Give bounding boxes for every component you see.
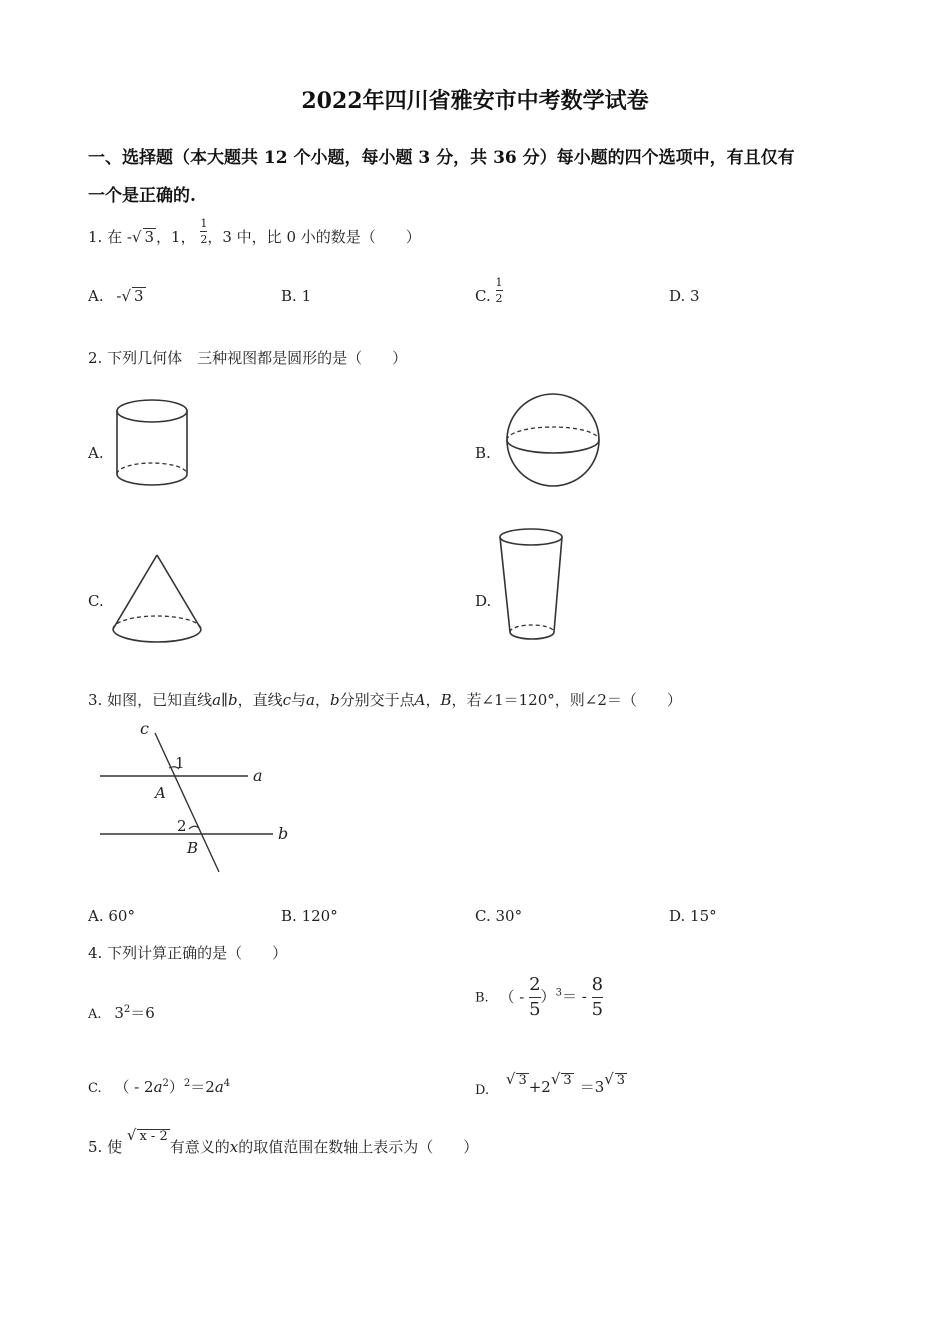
q3-option-a[interactable] — [88, 907, 135, 925]
q1-option-d[interactable] — [669, 287, 700, 305]
question-1-stem — [88, 216, 421, 247]
q4-option-a-rest: ＝6 — [130, 1004, 155, 1022]
q4-option-b-num2: 8 — [591, 974, 604, 995]
label-a: a — [253, 766, 263, 785]
q4-option-a-label: A. — [88, 1007, 102, 1022]
q4-option-d-sqrt3: √ — [604, 1070, 614, 1088]
cylinder-figure — [110, 396, 200, 492]
q4-option-b-frac2 — [592, 976, 603, 1019]
q1-option-c[interactable] — [475, 275, 503, 305]
q3-option-b[interactable] — [281, 907, 338, 925]
q5-sqrt-sign: √ — [126, 1126, 137, 1144]
q3-var-a2: a — [306, 691, 315, 709]
q4-option-b-eq: ＝ - — [561, 987, 587, 1006]
q4-option-b-bar2 — [592, 997, 603, 998]
label-1: 1 — [175, 754, 185, 772]
q4-option-b-exp: 3 — [555, 987, 562, 999]
q3-var-c: c — [282, 691, 292, 709]
q1-option-d-value: 3 — [690, 287, 700, 305]
q1-mid: ，1， — [156, 228, 196, 246]
angle-2-arc — [189, 826, 199, 829]
q3-option-a-value: 60° — [108, 907, 135, 925]
q3-part5: 分别交于点 — [339, 691, 415, 709]
q4-option-d-plus: +2 — [528, 1078, 551, 1096]
q4-option-d-r2: 3 — [563, 1073, 572, 1088]
q1-option-a-sqrt-sign: √ — [121, 287, 132, 305]
q4-option-c-eq: ＝2 — [190, 1078, 215, 1096]
q4-option-c[interactable] — [88, 1076, 230, 1097]
q1-option-a-label: A. — [88, 287, 104, 305]
q3-option-b-value: 120° — [301, 907, 338, 925]
q1-option-a-minus: - — [116, 287, 122, 305]
cup-figure — [498, 526, 568, 646]
q3-option-d[interactable] — [669, 907, 717, 925]
q4-option-b-den1: 5 — [529, 999, 541, 1020]
q5-pre: 使 — [107, 1138, 123, 1156]
q3-point-a: A — [414, 691, 426, 709]
q2-option-a-label[interactable]: A. — [88, 444, 104, 462]
label-B: B — [187, 839, 199, 857]
q3-var-a: a — [212, 691, 222, 709]
q1-option-d-label: D. — [669, 287, 686, 305]
cone-figure — [110, 552, 206, 648]
q4-option-d-r3: 3 — [616, 1073, 626, 1088]
q1-frac-num: 1 — [200, 216, 208, 230]
question-2-stem: 2. 下列几何体 三种视图都是圆形的是（ ） — [88, 349, 408, 367]
q3-option-c-label: C. — [475, 907, 491, 925]
question-3-stem — [88, 689, 682, 710]
q1-option-c-den: 2 — [495, 291, 503, 305]
q3-part1: 如图，已知直线 — [107, 691, 213, 709]
q3-part6: ， — [425, 691, 441, 709]
q3-var-b: b — [228, 691, 238, 709]
q1-option-c-bar — [496, 290, 503, 291]
q1-post: ，3 中，比 0 小的数是（ ） — [207, 228, 421, 246]
q1-option-c-fraction — [496, 277, 503, 304]
q4-option-b-frac1 — [529, 976, 540, 1019]
q1-option-c-label: C. — [475, 287, 491, 305]
q4-option-b-num1: 2 — [529, 974, 541, 995]
section-heading-line1: 一、选择题（本大题共 12 个小题，每小题 3 分，共 36 分）每小题的四个选项中，有且仅有 — [88, 148, 795, 168]
q3-option-d-label: D. — [669, 907, 686, 925]
label-c: c — [140, 719, 149, 738]
q3-option-c[interactable] — [475, 907, 522, 925]
q5-number: 5. — [88, 1138, 103, 1156]
label-2: 2 — [177, 817, 187, 835]
q4-option-c-open: （ - 2 — [114, 1078, 154, 1096]
q1-frac-den: 2 — [200, 232, 208, 246]
q3-option-a-label: A. — [88, 907, 104, 925]
q5-sqrt-group — [127, 1126, 170, 1144]
question-5-stem — [88, 1126, 479, 1157]
q4-option-c-label: C. — [88, 1081, 102, 1096]
q3-option-c-value: 30° — [495, 907, 523, 925]
q3-part4: ， — [315, 691, 331, 709]
q3-var-b2: b — [330, 691, 340, 709]
q1-option-a-radicand: 3 — [134, 287, 144, 305]
q4-option-c-close: ） — [168, 1078, 184, 1096]
q1-option-a[interactable] — [88, 287, 146, 305]
q4-option-d-eq: ＝3 — [579, 1078, 605, 1096]
q4-option-d-sqrt1: √ — [505, 1070, 516, 1088]
page-title: 2022年四川省雅安市中考数学试卷 — [301, 88, 649, 114]
q5-mid: 有意义的 — [169, 1138, 230, 1156]
q1-radicand: 3 — [144, 228, 155, 246]
q1-option-b-label: B. — [281, 287, 297, 305]
q3-option-b-label: B. — [281, 907, 297, 925]
q3-part2: ，直线 — [237, 691, 283, 709]
q2-option-b-label[interactable]: B. — [475, 444, 491, 462]
q4-option-b[interactable] — [475, 976, 603, 1019]
q4-option-d-r1: 3 — [518, 1073, 527, 1088]
q3-part3: 与 — [291, 691, 307, 709]
q4-option-b-open: （ - — [499, 987, 525, 1006]
q1-option-b[interactable] — [281, 287, 311, 305]
q3-option-d-value: 15° — [690, 907, 717, 925]
q1-pre: 在 - — [107, 228, 132, 246]
q4-option-d-label: D. — [475, 1083, 490, 1098]
q5-var-x: x — [229, 1138, 239, 1156]
q4-option-a-exp: 2 — [123, 1004, 131, 1015]
q4-option-b-bar1 — [529, 997, 540, 998]
parallel-lines-figure — [95, 718, 295, 878]
q4-option-c-var2: a — [214, 1078, 224, 1096]
q2-option-d-label[interactable]: D. — [475, 592, 492, 610]
q4-option-a-base: 3 — [114, 1004, 124, 1022]
q4-option-d-sqrt2: √ — [550, 1070, 561, 1088]
q4-option-a[interactable] — [88, 1002, 155, 1023]
q3-number: 3. — [88, 691, 103, 709]
q1-number: 1. — [88, 228, 103, 246]
q4-option-c-exp2: 2 — [183, 1078, 191, 1089]
q1-option-b-value: 1 — [301, 287, 312, 305]
q1-sqrt-sign: √ — [131, 228, 142, 246]
section-heading-line2: 一个是正确的. — [88, 186, 196, 206]
q4-option-b-den2: 5 — [591, 999, 604, 1020]
q3-point-b: B — [440, 691, 452, 709]
label-A: A — [155, 784, 166, 802]
q5-post: 的取值范围在数轴上表示为（ ） — [238, 1138, 479, 1156]
q1-option-c-num: 1 — [495, 275, 503, 289]
q3-part7: ，若∠1＝120°，则∠2＝（ ） — [451, 691, 682, 709]
q4-option-b-label: B. — [475, 990, 489, 1006]
q5-radicand: x - 2 — [139, 1129, 168, 1144]
q4-option-c-var: a — [153, 1078, 163, 1096]
q4-option-d[interactable] — [475, 1068, 627, 1098]
label-b: b — [278, 824, 289, 843]
q4-option-c-exp3: 4 — [223, 1078, 231, 1089]
q4-option-b-close: ） — [540, 987, 556, 1006]
q3-parallel: ∥ — [221, 691, 228, 709]
sphere-figure — [500, 394, 610, 488]
question-4-stem: 4. 下列计算正确的是（ ） — [88, 944, 288, 962]
q4-option-c-exp1: 2 — [162, 1078, 169, 1089]
q2-option-c-label[interactable]: C. — [88, 592, 104, 610]
